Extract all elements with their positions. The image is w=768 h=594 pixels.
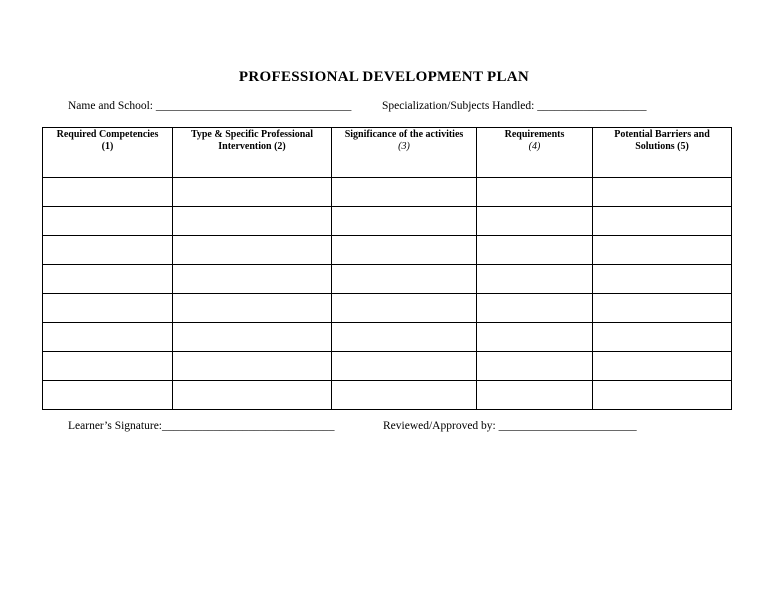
table-cell[interactable] <box>43 352 173 381</box>
development-plan-table <box>42 127 732 410</box>
table-cell[interactable] <box>593 352 732 381</box>
table-cell[interactable] <box>477 352 593 381</box>
column-header-line1: Potential Barriers and <box>614 129 710 140</box>
table-cell[interactable] <box>332 236 477 265</box>
name-school-field[interactable] <box>68 100 351 112</box>
table-cell[interactable] <box>593 207 732 236</box>
column-header-line1: Significance of the activities <box>344 129 464 140</box>
table-header-row <box>43 128 732 178</box>
signature-blank[interactable]: ______________________________ <box>162 420 335 432</box>
specialization-field[interactable] <box>382 100 646 112</box>
column-header-line1: Requirements <box>504 129 565 140</box>
table-cell[interactable] <box>173 207 332 236</box>
column-header-line1: Type & Specific Professional <box>190 129 314 140</box>
reviewed-label: Reviewed/Approved by: <box>383 420 496 432</box>
table-cell[interactable] <box>593 323 732 352</box>
page-title: PROFESSIONAL DEVELOPMENT PLAN <box>238 69 530 85</box>
table-cell[interactable] <box>173 323 332 352</box>
table-cell[interactable] <box>593 236 732 265</box>
table-row <box>43 236 732 265</box>
table-cell[interactable] <box>43 207 173 236</box>
table-cell[interactable] <box>173 265 332 294</box>
table-cell[interactable] <box>43 265 173 294</box>
table-cell[interactable] <box>173 178 332 207</box>
table-cell[interactable] <box>43 294 173 323</box>
table-cell[interactable] <box>173 294 332 323</box>
table-cell[interactable] <box>477 294 593 323</box>
table-body <box>43 178 732 410</box>
table-cell[interactable] <box>477 236 593 265</box>
table-cell[interactable] <box>593 265 732 294</box>
column-header <box>173 128 332 178</box>
table-cell[interactable] <box>477 265 593 294</box>
table-cell[interactable] <box>477 178 593 207</box>
column-header-line2: (1) <box>101 141 114 152</box>
column-header <box>593 128 732 178</box>
signature-field[interactable] <box>68 420 335 432</box>
table-row <box>43 265 732 294</box>
table-row <box>43 294 732 323</box>
table-cell[interactable] <box>477 381 593 410</box>
table-cell[interactable] <box>332 265 477 294</box>
table-cell[interactable] <box>332 352 477 381</box>
column-header-line2: Intervention (2) <box>218 141 286 152</box>
reviewed-field[interactable] <box>383 420 637 432</box>
table-cell[interactable] <box>43 381 173 410</box>
name-school-blank[interactable]: __________________________________ <box>155 100 352 112</box>
table-cell[interactable] <box>593 294 732 323</box>
column-header <box>332 128 477 178</box>
table-cell[interactable] <box>173 236 332 265</box>
table-cell[interactable] <box>477 207 593 236</box>
table-cell[interactable] <box>332 207 477 236</box>
table-cell[interactable] <box>43 236 173 265</box>
table-cell[interactable] <box>173 352 332 381</box>
table-cell[interactable] <box>332 178 477 207</box>
table-cell[interactable] <box>43 323 173 352</box>
table-cell[interactable] <box>332 381 477 410</box>
column-header-line2: (3) <box>398 141 410 152</box>
column-header-line1: Required Competencies <box>56 129 159 140</box>
table-row <box>43 207 732 236</box>
column-header <box>477 128 593 178</box>
reviewed-blank[interactable]: ________________________ <box>498 420 637 432</box>
name-school-label: Name and School: <box>68 100 153 112</box>
table-cell[interactable] <box>332 323 477 352</box>
specialization-label: Specialization/Subjects Handled: <box>382 100 535 112</box>
specialization-blank[interactable]: ___________________ <box>537 100 647 112</box>
table-cell[interactable] <box>332 294 477 323</box>
table-row <box>43 352 732 381</box>
column-header-line2: Solutions (5) <box>635 141 689 152</box>
table-row <box>43 323 732 352</box>
table-cell[interactable] <box>593 178 732 207</box>
table-cell[interactable] <box>173 381 332 410</box>
table-row <box>43 178 732 207</box>
signature-label: Learner’s Signature: <box>68 420 162 432</box>
table-cell[interactable] <box>593 381 732 410</box>
column-header-line2: (4) <box>528 141 541 152</box>
column-header <box>43 128 173 178</box>
table-row <box>43 381 732 410</box>
table-cell[interactable] <box>43 178 173 207</box>
table-cell[interactable] <box>477 323 593 352</box>
